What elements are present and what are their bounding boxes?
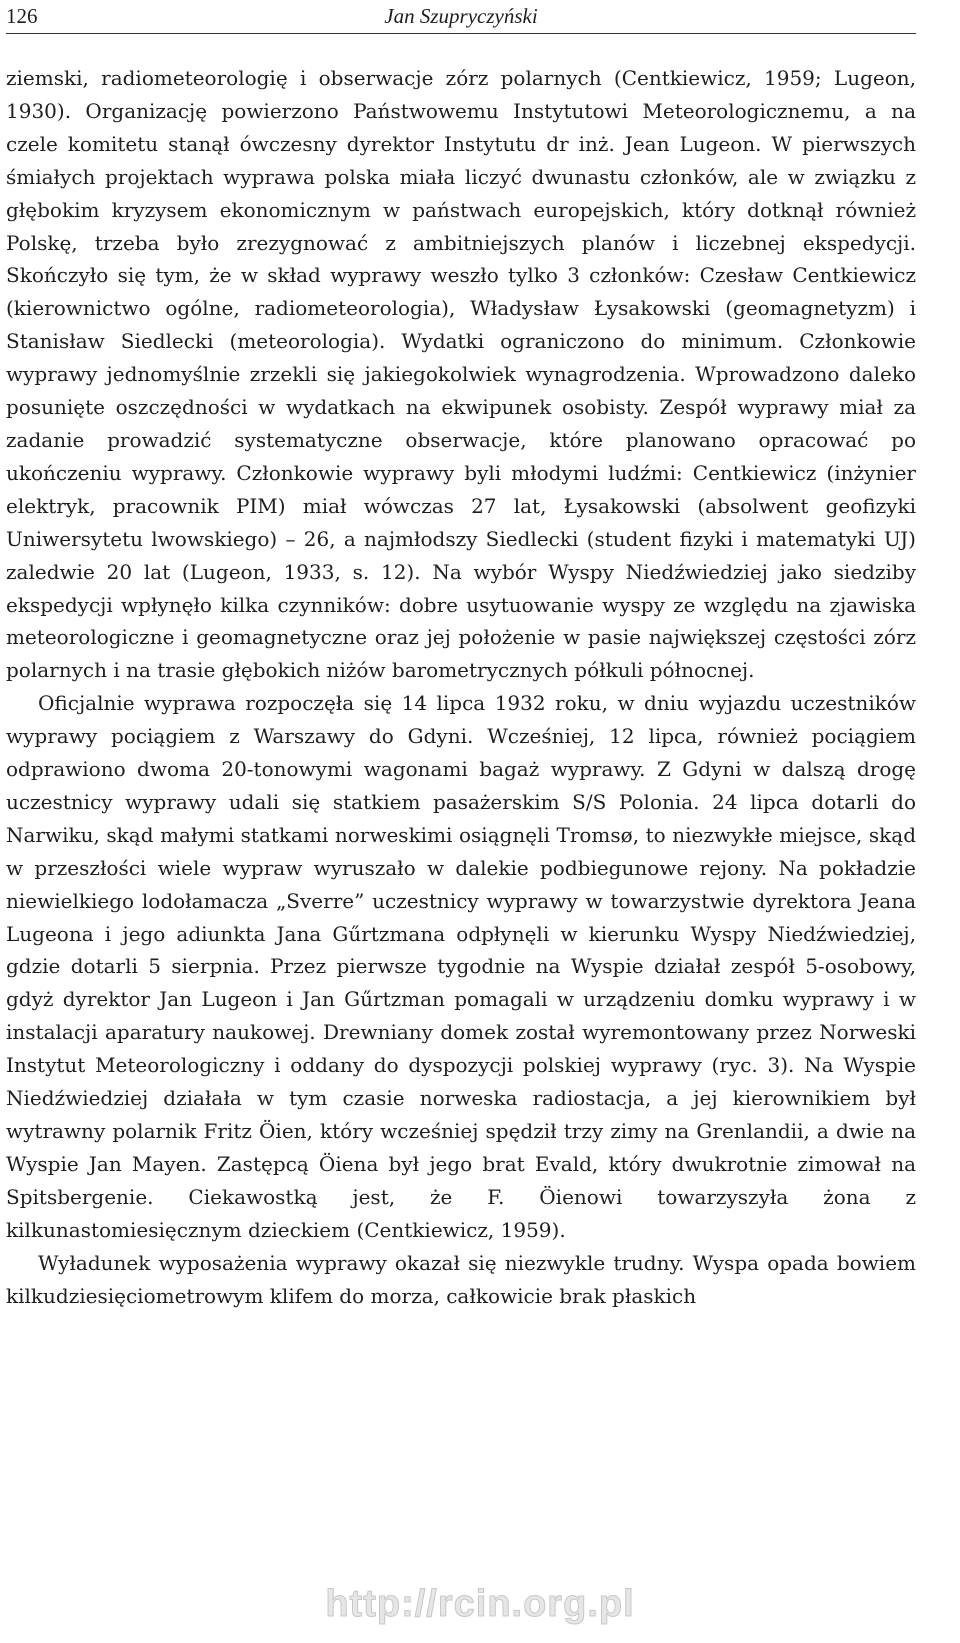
- page-number: 126: [6, 4, 38, 28]
- body-text: [6, 62, 916, 1312]
- watermark: http://rcin.org.pl: [325, 1583, 635, 1625]
- paragraph: Oficjalnie wyprawa rozpoczęła się 14 lipca 1932 roku, w dniu wyjazdu uczestników wyprawy pociągiem z Warszawy do Gdyni. Wcześniej, 12 lipca, również pociągiem odprawiono dwoma 20-tonowymi wagonami bagaż wyprawy. Z Gdyni w dalszą drogę uczestnicy wyprawy udali się statkiem pasażerskim S/S Polonia. 24 lipca dotarli do Narwiku, skąd małymi statkami norweskimi osiągnęli Tromsø, to niezwykłe miejsce, skąd w przeszłości wiele wypraw wyruszało w dalekie podbiegunowe rejony. Na pokładzie niewielkiego lodołamacza „Sverre” uczestnicy wyprawy w towarzystwie dyrektora Jeana Lugeona i jego adiunkta Jana Gűrtzmana odpłynęli w kierunku Wyspy Niedźwiedziej, gdzie dotarli 5 sierpnia. Przez pierwsze tygodnie na Wyspie działał zespół 5-osobowy, gdyż dyrektor Jan Lugeon i Jan Gűrtzman pomagali w urządzeniu domku wyprawy i w instalacji aparatury naukowej. Drewniany domek został wyremontowany przez Norweski Instytut Meteorologiczny i oddany do dyspozycji polskiej wyprawy (ryc. 3). Na Wyspie Niedźwiedziej działała w tym czasie norweska radiostacja, a jej kierownikiem był wytrawny polarnik Fritz Öien, który wcześniej spędził trzy zimy na Grenlandii, a dwie na Wyspie Jan Mayen. Zastępcą Öiena był jego brat Evald, który dwukrotnie zimował na Spitsbergenie. Ciekawostką jest, że F. Öienowi towarzyszyła żona z kilkunastomiesięcznym dzieckiem (Centkiewicz, 1959).: [6, 691, 916, 1242]
- page-header: [6, 0, 916, 34]
- paragraph: Wyładunek wyposażenia wyprawy okazał się niezwykle trudny. Wyspa opada bowiem kilkudziesięciometrowym klifem do morza, całkowicie brak płaskich: [6, 1250, 916, 1308]
- paragraph: ziemski, radiometeorologię i obserwacje zórz polarnych (Centkiewicz, 1959; Lugeon, 1930). Organizację powierzono Państwowemu Instytutowi Meteorologicznemu, a na czele komitetu stanął ówczesny dyrektor Instytutu dr inż. Jean Lugeon. W pierwszych śmiałych projektach wyprawa polska miała liczyć dwunastu członków, ale w związku z głębokim kryzysem ekonomicznym w państwach europejskich, który dotknął również Polskę, trzeba było zrezygnować z ambitniejszych planów i liczebnej ekspedycji. Skończyło się tym, że w skład wyprawy weszło tylko 3 członków: Czesław Centkiewicz (kierownictwo ogólne, radiometeorologia), Władysław Łysakowski (geomagnetyzm) i Stanisław Siedlecki (meteorologia). Wydatki ograniczono do minimum. Członkowie wyprawy jednomyślnie zrzekli się jakiegokolwiek wynagrodzenia. Wprowadzono daleko posunięte oszczędności w wydatkach na ekwipunek osobisty. Zespół wyprawy miał za zadanie prowadzić systematyczne obserwacje, które planowano opracować po ukończeniu wyprawy. Członkowie wyprawy byli młodymi ludźmi: Centkiewicz (inżynier elektryk, pracownik PIM) miał wówczas 27 lat, Łysakowski (absolwent geofizyki Uniwersytetu lwowskiego) – 26, a najmłodszy Siedlecki (student fizyki i matematyki UJ) zaledwie 20 lat (Lugeon, 1933, s. 12). Na wybór Wyspy Niedźwiedziej jako siedziby ekspedycji wpłynęło kilka czynników: dobre usytuowanie wyspy ze względu na zjawiska meteorologiczne i geomagnetyczne oraz jej położenie w pasie największej częstości zórz polarnych i na trasie głębokich niżów barometrycznych półkuli północnej.: [6, 66, 916, 683]
- running-header-author: Jan Szupryczyński: [384, 4, 538, 28]
